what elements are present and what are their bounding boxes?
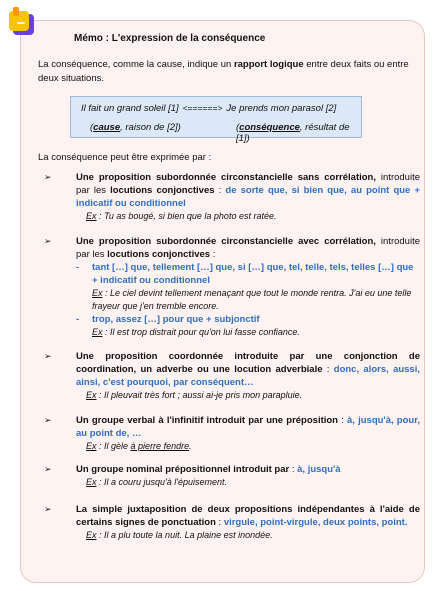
example-sentence: Ex : Il a plu toute la nuit. La plaine est inondée.: [86, 530, 273, 540]
lead-in-text: La conséquence peut être exprimée par :: [38, 152, 212, 163]
arrow-bullet-icon: ➢: [44, 351, 52, 361]
arrow-bullet-icon: ➢: [44, 415, 52, 425]
example-sentence: Ex : Tu as bougé, si bien que la photo est ratée.: [86, 211, 277, 221]
arrow-bullet-icon: ➢: [44, 172, 52, 182]
page-title: Mémo : L'expression de la conséquence: [74, 33, 266, 44]
cause-label: (cause, raison de [2]): [90, 122, 181, 133]
example-sentence: Ex : Le ciel devint tellement menaçant que tout le monde rentra. J'ai eu une telle frayeur que j'en tremble encore.: [92, 288, 412, 311]
list-item: ➢ La simple juxtaposition de deux propositions indépendantes à l'aide de certains signes de ponctuation : virgule, point-virgule, deux points, point. Ex : Il a plu toute la nuit. La plaine est inondée.: [44, 504, 420, 540]
example-sentence: Ex : Il gèle à pierre fendre.: [86, 441, 192, 451]
example-box: [70, 96, 362, 144]
double-arrow: <======>: [182, 103, 223, 113]
example-sentence: Ex : Il pleuvait très fort ; aussi ai-je pris mon parapluie.: [86, 390, 303, 400]
lightbulb-note-icon: [4, 4, 40, 40]
intro-paragraph: La conséquence, comme la cause, indique un rapport logique entre deux faits ou entre deux situations.: [38, 59, 409, 84]
example-line: Il fait un grand soleil [1] <======> Je prends mon parasol [2]: [81, 103, 337, 114]
list-item: ➢ Une proposition subordonnée circonstancielle avec corrélation, introduite par les locutions conjonctives : - tant […] que, tellement […] que, si […] que, tel, telle, tels, telles […] que + indicatif ou conditionnel Ex : Le ciel devint tellement menaçant que tout le monde rentra. J'ai eu une telle frayeur que j'en tremble encore. - trop, assez […] pour que + subjonctif Ex : Il est trop distrait pour qu'on lui fasse confiance.: [44, 236, 420, 337]
sub-item: - tant […] que, tellement […] que, si […] que, tel, telle, tels, telles […] que + indicatif ou conditionnel: [76, 262, 414, 286]
arrow-bullet-icon: ➢: [44, 236, 52, 246]
list-item: ➢ Un groupe nominal prépositionnel introduit par : à, jusqu'à Ex : Il a couru jusqu'à l'épuisement.: [52, 463, 420, 489]
arrow-bullet-icon: ➢: [44, 504, 52, 514]
list-item: ➢ Une proposition coordonnée introduite par une conjonction de coordination, un adverbe ou une locution adverbiale : donc, alors, aussi, ainsi, c'est pourquoi, par conséquent… Ex : Il pleuvait très fort ; aussi ai-je pris mon parapluie.: [44, 351, 420, 400]
consequence-label: (conséquence, résultat de [1]): [236, 122, 350, 144]
list-item: ➢ Un groupe verbal à l'infinitif introduit par une préposition : à, jusqu'à, pour, au point de, … Ex : Il gèle à pierre fendre.: [44, 415, 421, 451]
example-sentence: Ex : Il est trop distrait pour qu'on lui fasse confiance.: [92, 327, 300, 337]
arrow-bullet-icon: ➢: [44, 464, 52, 474]
sub-item: - trop, assez […] pour que + subjonctif: [76, 314, 260, 325]
example-sentence: Ex : Il a couru jusqu'à l'épuisement.: [86, 477, 228, 487]
list-item: ➢ Une proposition subordonnée circonstancielle sans corrélation, introduite par les locutions conjonctives : de sorte que, si bien que, au point que + indicatif ou conditionnel Ex : Tu as bougé, si bien que la photo est ratée.: [44, 172, 421, 221]
